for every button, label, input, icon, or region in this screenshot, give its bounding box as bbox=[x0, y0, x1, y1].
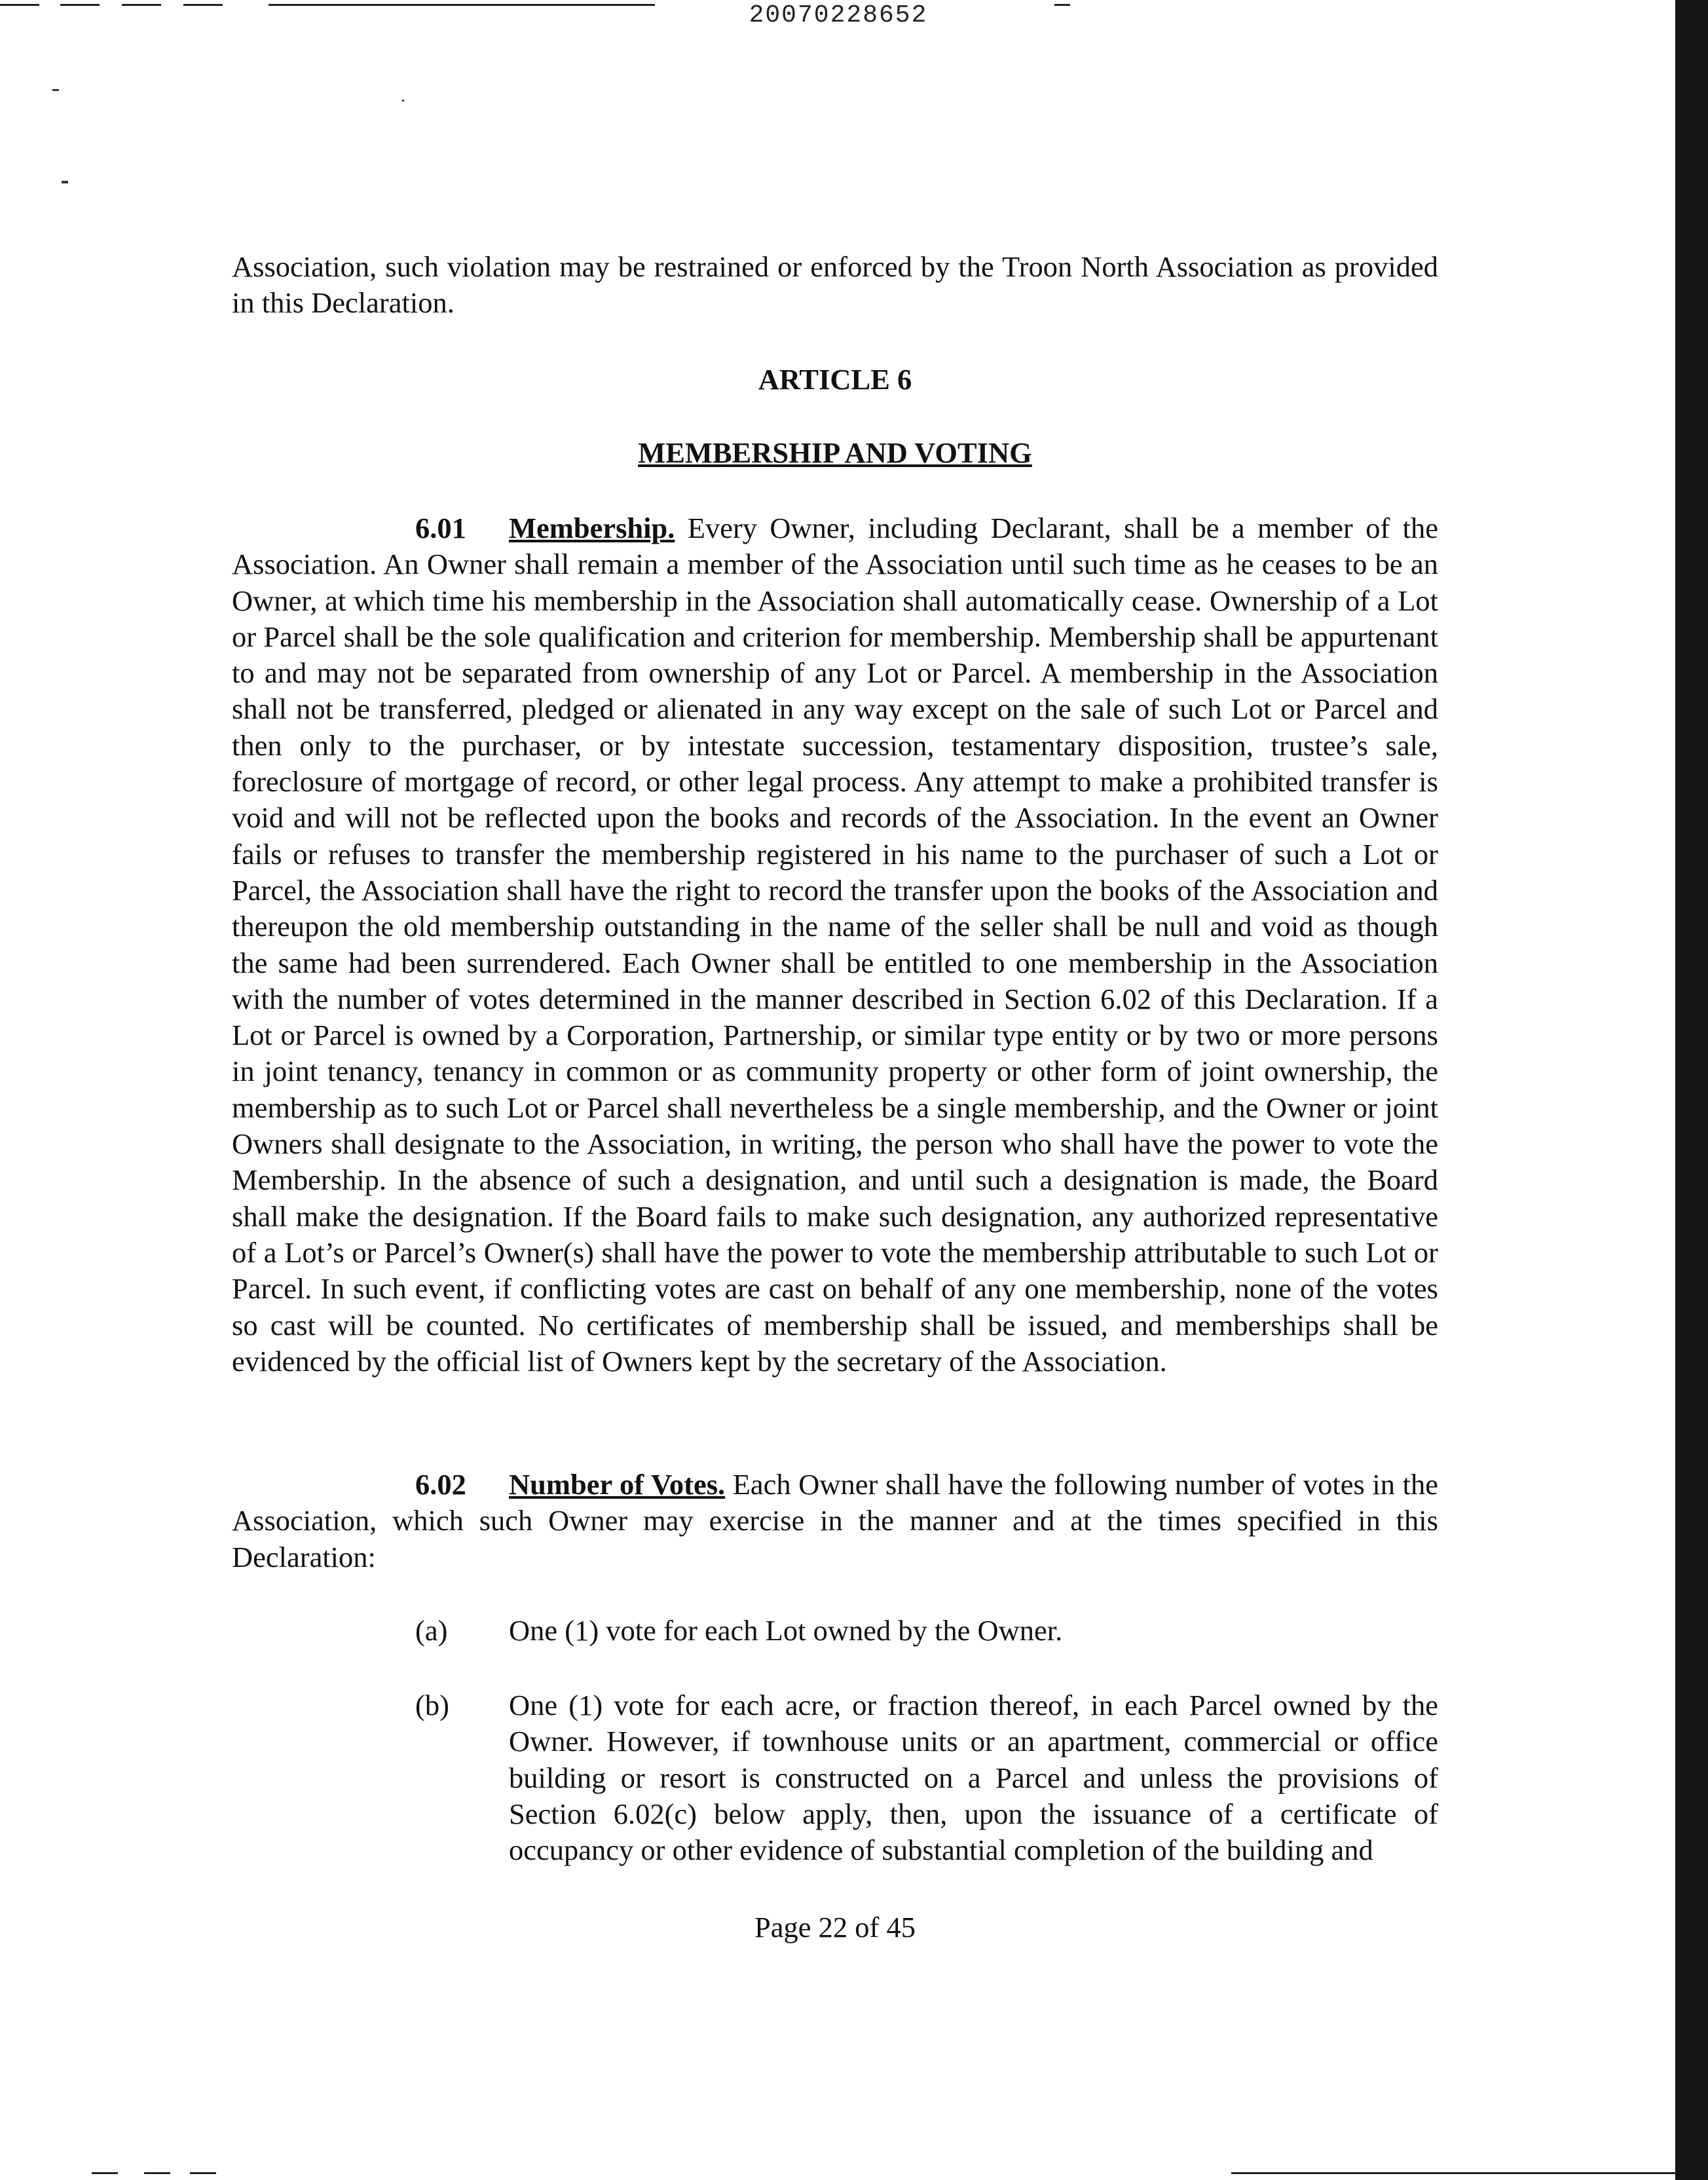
scan-speck bbox=[52, 89, 59, 91]
list-item-label: (b) bbox=[415, 1689, 449, 1721]
section-body: Each Owner shall have the following number of votes in the Association, which such Owner may exercise in the manner and at the times specified in this Declaration: bbox=[232, 1468, 1438, 1573]
list-item-text: One (1) vote for each acre, or fraction thereof, in each Parcel owned by the Owner. However, if townhouse units or an apartment, commercial or office building or resort is constructed on a Parcel and unless the provisions of Section 6.02(c) below apply, then, upon the issuance of a certificate of occupancy or other evidence of substantial completion of the building and bbox=[509, 1689, 1438, 1867]
section-6-01 bbox=[232, 510, 1438, 1380]
section-6-02 bbox=[232, 1467, 1438, 1575]
scan-bottom-rule bbox=[1231, 2172, 1677, 2174]
scan-bottom-rule bbox=[190, 2172, 216, 2174]
vote-list-item bbox=[232, 1613, 1438, 1649]
scan-edge bbox=[1675, 0, 1708, 2180]
intro-paragraph bbox=[232, 249, 1438, 322]
section-body: Every Owner, including Declarant, shall be a member of the Association. An Owner shall remain a member of the Association until such time as he ceases to be an Owner, at which time his membership in the Association shall automatically cease. Ownership of a Lot or Parcel shall be the sole qualification and criterion for membership. Membership shall be appurtenant to and may not be separated from ownership of any Lot or Parcel. A membership in the Association shall not be transferred, pledged or alienated in any way except on the sale of such Lot or Parcel and then only to the purchaser, or by intestate succession, testamentary disposition, trustee’s sale, foreclosure of mortgage of record, or other legal process. Any attempt to make a prohibited transfer is void and will not be reflected upon the books and records of the Association. In the event an Owner fails or refuses to transfer the membership registered in his name to the purchaser of such a Lot or Parcel, the Association shall have the right to record the transfer upon the books of the Association and thereupon the old membership outstanding in the name of the seller shall be null and void as though the same had been surrendered. Each Owner shall be entitled to one membership in the Association with the number of votes determined in the manner described in Section 6.02 of this Declaration. If a Lot or Parcel is owned by a Corporation, Partnership, or similar type entity or by two or more persons in joint tenancy, tenancy in common or as community property or other form of joint ownership, the membership as to such Lot or Parcel shall nevertheless be a single membership, and the Owner or joint Owners shall designate to the Association, in writing, the person who shall have the power to vote the Membership. In the absence of such a designation, and until such a designation is made, the Board shall make the designation. If the Board fails to make such designation, any authorized representative of a Lot’s or Parcel’s Owner(s) shall have the power to vote the membership attributable to such Lot or Parcel. In such event, if conflicting votes are cast on behalf of any one membership, none of the votes so cast will be counted. No certificates of membership shall be issued, and memberships shall be evidenced by the official list of Owners kept by the secretary of the Association. bbox=[232, 512, 1438, 1378]
intro-text: Association, such violation may be restrained or enforced by the Troon North Association as provided in this Declaration. bbox=[232, 250, 1438, 320]
scan-speck bbox=[402, 100, 404, 102]
article-number: ARTICLE 6 bbox=[758, 363, 912, 396]
scan-bottom-rule bbox=[92, 2172, 118, 2174]
article-title: MEMBERSHIP AND VOTING bbox=[638, 436, 1032, 469]
section-number: 6.01 bbox=[415, 512, 466, 544]
vote-list-item bbox=[232, 1687, 1438, 1868]
page-number: Page 22 of 45 bbox=[754, 1911, 916, 1944]
list-item-text: One (1) vote for each Lot owned by the Owner. bbox=[509, 1614, 1063, 1647]
section-heading: Number of Votes. bbox=[509, 1468, 726, 1501]
document-number: 20070228652 bbox=[749, 1, 928, 29]
section-number: 6.02 bbox=[415, 1468, 466, 1501]
section-heading: Membership. bbox=[509, 512, 675, 544]
scan-bottom-rule bbox=[144, 2172, 170, 2174]
list-item-label: (a) bbox=[415, 1614, 448, 1647]
scan-speck bbox=[62, 181, 68, 183]
